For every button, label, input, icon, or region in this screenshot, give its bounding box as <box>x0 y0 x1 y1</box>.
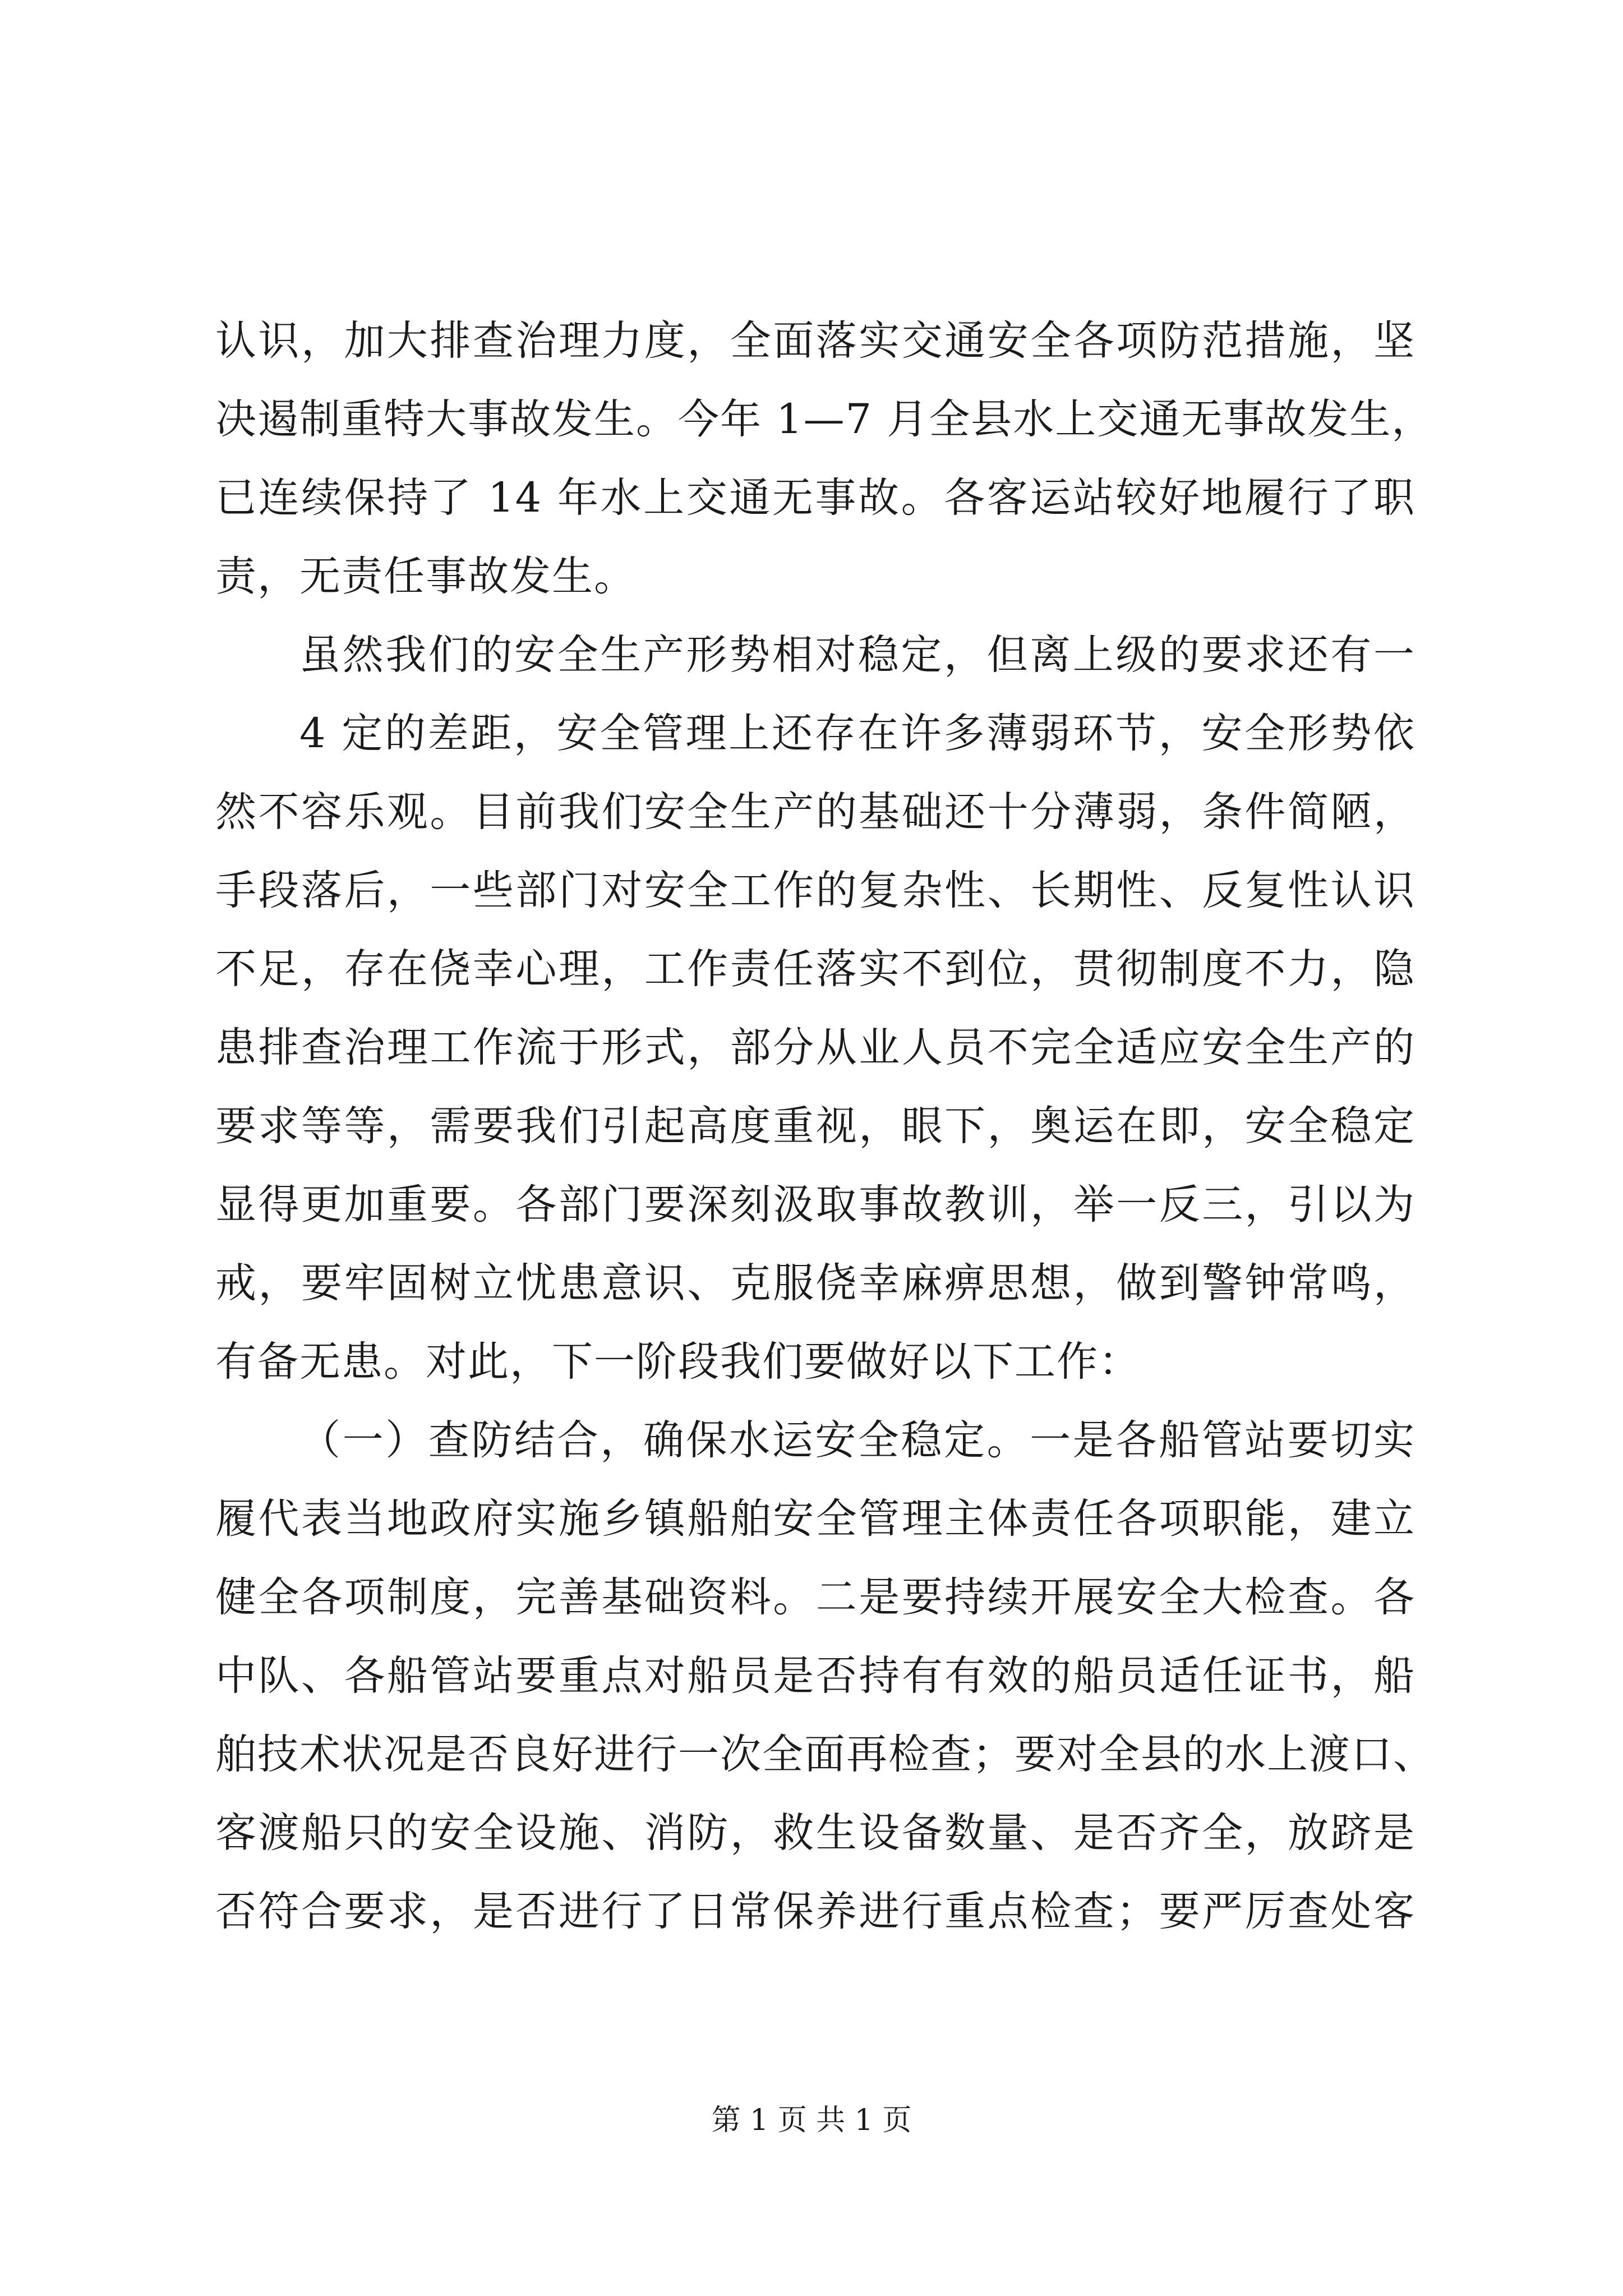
text-line: 健全各项制度，完善基础资料。二是要持续开展安全大检查。各 <box>215 1573 1415 1621</box>
text-line: 认识，加大排查治理力度，全面落实交通安全各项防范措施，坚 <box>215 317 1415 365</box>
text-line: 有备无患。对此，下一阶段我们要做好以下工作： <box>215 1338 1141 1386</box>
text-line: 责，无责任事故发生。 <box>215 553 636 600</box>
text-line: （一）查防结合，确保水运安全稳定。一是各船管站要切实 <box>299 1416 1415 1464</box>
text-line: 决遏制重特大事故发生。今年 1—7 月全县水上交通无事故发生， <box>215 395 1434 443</box>
text-line: 要求等等，需要我们引起高度重视，眼下，奥运在即，安全稳定 <box>215 1102 1415 1150</box>
text-line: 履代表当地政府实施乡镇船舶安全管理主体责任各项职能，建立 <box>215 1495 1415 1543</box>
text-line: 患排查治理工作流于形式，部分从业人员不完全适应安全生产的 <box>215 1024 1415 1071</box>
text-line: 显得更加重要。各部门要深刻汲取事故教训，举一反三，引以为 <box>215 1181 1415 1228</box>
text-line: 戒，要牢固树立忧患意识、克服侥幸麻痹思想，做到警钟常鸣， <box>215 1259 1415 1307</box>
text-line: 然不容乐观。目前我们安全生产的基础还十分薄弱，条件简陋， <box>215 788 1415 836</box>
text-line: 中队、各船管站要重点对船员是否持有有效的船员适任证书，船 <box>215 1652 1415 1700</box>
text-line: 4 定的差距，安全管理上还存在许多薄弱环节，安全形势依 <box>299 710 1415 757</box>
text-line: 舶技术状况是否良好进行一次全面再检查；要对全县的水上渡口、 <box>215 1731 1435 1778</box>
text-line: 否符合要求，是否进行了日常保养进行重点检查；要严厉查处客 <box>215 1888 1415 1935</box>
text-line: 客渡船只的安全设施、消防，救生设备数量、是否齐全，放跻是 <box>215 1809 1415 1857</box>
page-footer: 第 1 页 共 1 页 <box>711 2104 912 2137</box>
text-line: 不足，存在侥幸心理，工作责任落实不到位，贯彻制度不力，隐 <box>215 945 1415 993</box>
text-line: 已连续保持了 14 年水上交通无事故。各客运站较好地履行了职 <box>215 474 1415 522</box>
text-line: 手段落后，一些部门对安全工作的复杂性、长期性、反复性认识 <box>215 867 1415 914</box>
text-line: 虽然我们的安全生产形势相对稳定，但离上级的要求还有一 <box>299 631 1415 679</box>
